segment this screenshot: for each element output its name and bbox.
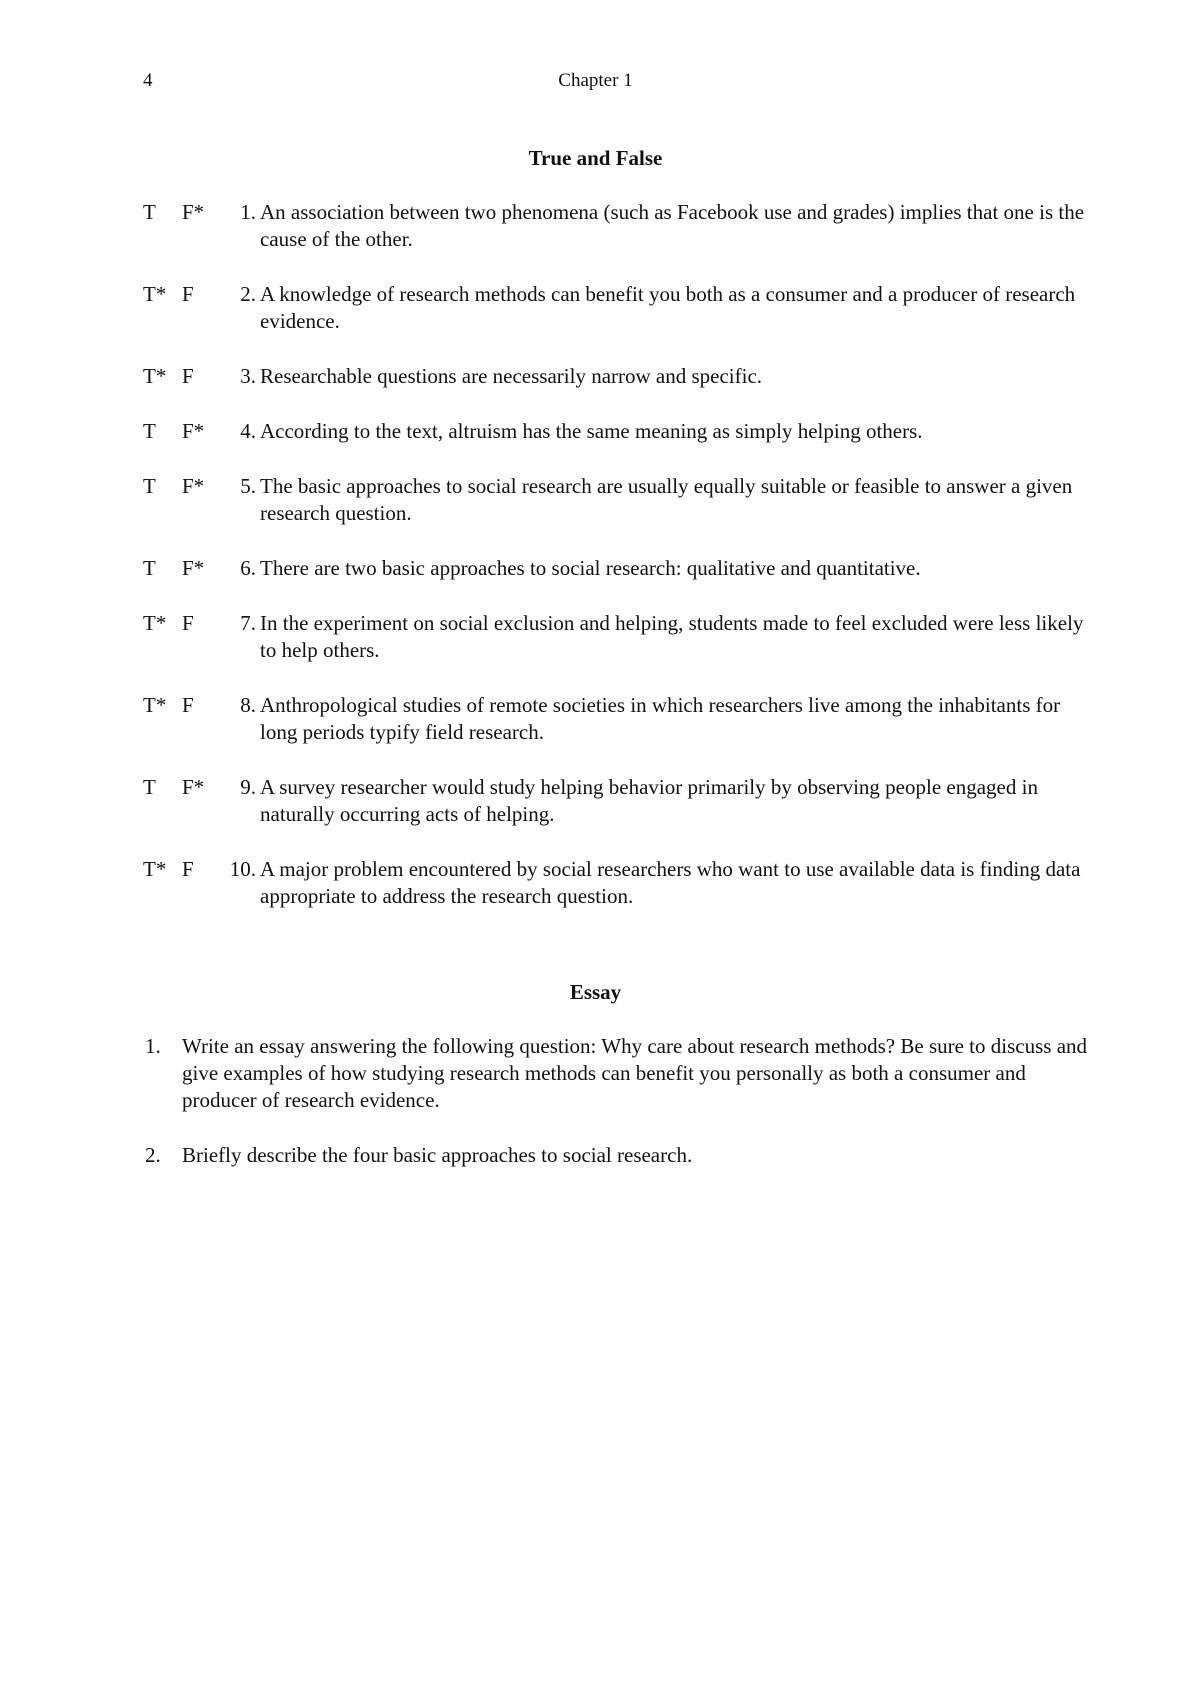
tf-question-text: Researchable questions are necessarily narrow and specific. [260,364,763,388]
tf-question-text: The basic approaches to social research are usually equally suitable or feasible to answer a given research question. [260,474,1073,525]
tf-question-number: 1. [240,200,256,224]
tf-question-number: 5. [240,474,256,498]
tf-false-marker: F* [182,200,205,224]
tf-question-text: In the experiment on social exclusion and helping, students made to feel excluded were less likely to help others. [260,611,1084,662]
chapter-label: Chapter 1 [558,70,633,91]
tf-true-marker: T* [143,282,167,306]
essay-heading: Essay [569,980,622,1004]
tf-question [0,473,1191,527]
page-number: 4 [143,70,153,91]
tf-true-marker: T* [143,857,167,881]
tf-false-marker: F* [182,775,205,799]
tf-true-marker: T* [143,693,167,717]
essay-question-text: Write an essay answering the following question: Why care about research methods? Be sure to discuss and give examples of how studying research methods can benefit you personally as both a consumer and producer of research evidence. [182,1034,1088,1112]
tf-question-text: An association between two phenomena (such as Facebook use and grades) implies that one is the cause of the other. [260,200,1085,251]
tf-false-marker: F [182,282,194,306]
tf-question-number: 9. [240,775,256,799]
tf-true-marker: T [143,775,156,799]
tf-question [0,856,1191,910]
tf-false-marker: F* [182,419,205,443]
tf-question-number: 2. [240,282,256,306]
tf-false-marker: F [182,611,194,635]
tf-question-number: 6. [240,556,256,580]
tf-false-marker: F* [182,474,205,498]
true-false-list [0,199,1191,938]
tf-false-marker: F [182,857,194,881]
tf-question [0,610,1191,664]
essay-question [0,1142,1191,1169]
essay-question [0,1033,1191,1114]
tf-question-text: A major problem encountered by social researchers who want to use available data is finding data appropriate to address the research question. [260,857,1081,908]
true-false-heading: True and False [528,146,663,170]
tf-true-marker: T [143,419,156,443]
tf-question [0,774,1191,828]
tf-question-text: A survey researcher would study helping behavior primarily by observing people engaged in naturally occurring acts of helping. [260,775,1038,826]
tf-true-marker: T [143,556,156,580]
essay-list [0,1033,1191,1197]
tf-question-number: 4. [240,419,256,443]
tf-true-marker: T* [143,364,167,388]
tf-true-marker: T [143,200,156,224]
essay-question-text: Briefly describe the four basic approaches to social research. [182,1143,693,1167]
tf-question [0,418,1191,445]
tf-question-text: There are two basic approaches to social research: qualitative and quantitative. [260,556,921,580]
tf-question [0,281,1191,335]
tf-question-text: Anthropological studies of remote societies in which researchers live among the inhabitants for long periods typify field research. [260,693,1061,744]
tf-question-number: 8. [240,693,256,717]
tf-question-number: 7. [240,611,256,635]
tf-question-number: 3. [240,364,256,388]
tf-question [0,363,1191,390]
tf-false-marker: F* [182,556,205,580]
tf-question-number: 10. [229,857,256,881]
tf-question [0,199,1191,253]
tf-true-marker: T [143,474,156,498]
tf-true-marker: T* [143,611,167,635]
essay-question-number: 1. [145,1034,161,1058]
tf-question [0,692,1191,746]
essay-question-number: 2. [145,1143,161,1167]
tf-question [0,555,1191,582]
page-header [0,70,1191,96]
tf-question-text: According to the text, altruism has the same meaning as simply helping others. [260,419,923,443]
tf-question-text: A knowledge of research methods can benefit you both as a consumer and a producer of research evidence. [260,282,1076,333]
tf-false-marker: F [182,693,194,717]
tf-false-marker: F [182,364,194,388]
